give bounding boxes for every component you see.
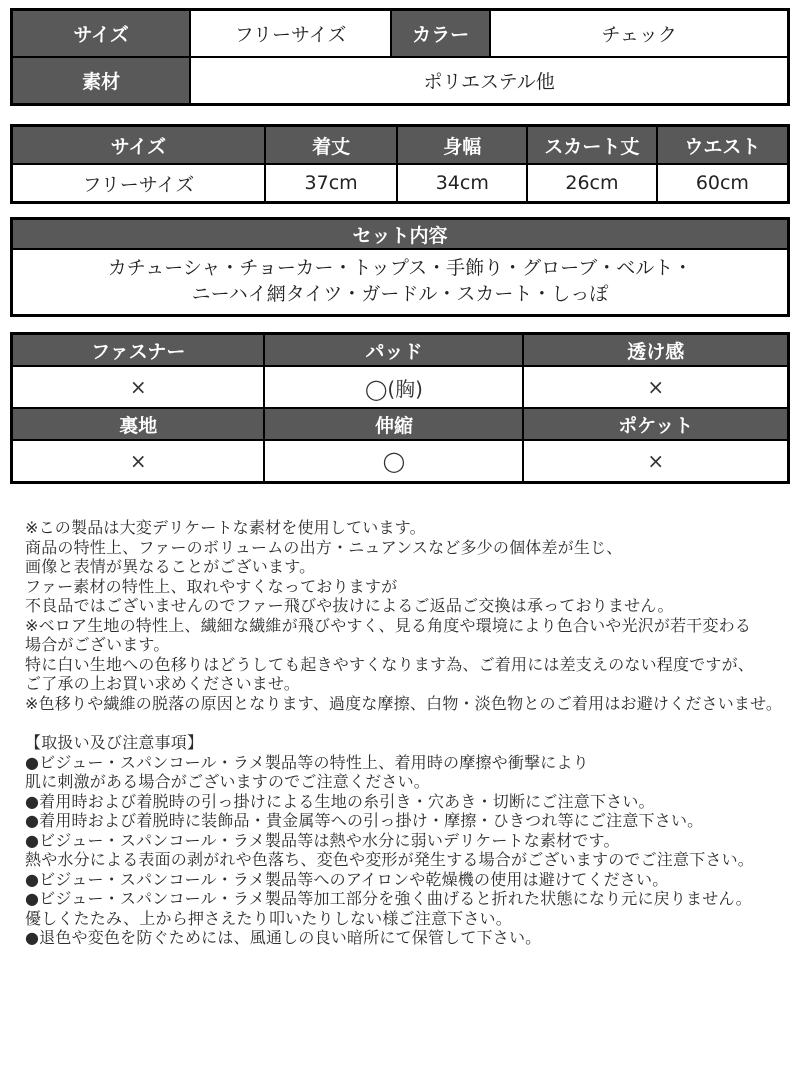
measurements-header-size: サイズ	[12, 126, 265, 165]
measurements-value-waist: 60cm	[657, 164, 789, 203]
pad-label-cell: パッド	[264, 334, 523, 367]
color-value-cell: チェック	[490, 10, 788, 58]
care-note-line: ●着用時および着脱時の引っ掛けによる生地の糸引き・穴あき・切断にご注意下さい。	[25, 791, 655, 811]
lining-label-cell: 裏地	[12, 408, 265, 440]
care-note-line: 熱や水分による表面の剥がれや色落ち、変色や変形が発生する場合がございますのでご注意下さい。	[25, 850, 755, 869]
measurements-value-row	[12, 164, 789, 203]
pocket-value-cell: ×	[523, 440, 788, 483]
care-note-line: ●退色や変色を防ぐためには、風通しの良い暗所にて保管して下さい。	[25, 928, 542, 947]
material-note-line: ご了承の上お買い求めくださいませ。	[25, 674, 300, 693]
features-header-row-1	[12, 334, 789, 367]
measurements-header-waist: ウエスト	[657, 126, 789, 165]
features-header-row-2	[12, 408, 789, 440]
features-table	[10, 332, 790, 484]
set-contents-table	[10, 217, 790, 317]
stretch-value-cell: ◯	[264, 440, 523, 483]
care-note-line: ●ビジュー・スパンコール・ラメ製品等は熱や水分に弱いデリケートな素材です。	[25, 830, 620, 850]
pocket-label-cell: ポケット	[523, 408, 788, 440]
color-label-cell: カラー	[391, 10, 490, 58]
material-note-line: 場合がございます。	[25, 635, 170, 654]
measurements-value-size: フリーサイズ	[12, 164, 265, 203]
set-contents-value-cell	[12, 249, 789, 316]
size-label-cell: サイズ	[12, 10, 191, 58]
measurements-header-row	[12, 126, 789, 165]
pad-value-cell: ◯(胸)	[264, 366, 523, 408]
measurements-value-skirt-length: 26cm	[527, 164, 657, 203]
sheerness-label-cell: 透け感	[523, 334, 788, 367]
set-contents-line-1: カチューシャ・チョーカー・トップス・手飾り・グローブ・ベルト・	[107, 257, 693, 279]
spec-table-row-size-color	[12, 10, 789, 58]
care-note-line: ●ビジュー・スパンコール・ラメ製品等の特性上、着用時の摩擦や衝撃により	[25, 752, 589, 772]
size-value-cell: フリーサイズ	[190, 10, 391, 58]
material-note-line: 画像と表情が異なることがございます。	[25, 557, 316, 576]
fastener-label-cell: ファスナー	[12, 334, 265, 367]
material-note-line: ※ベロア生地の特性上、繊細な繊維が飛びやすく、見る角度や環境により色合いや光沢が若干変わる	[25, 615, 752, 635]
set-contents-header: セット内容	[12, 219, 789, 250]
measurements-value-width: 34cm	[397, 164, 527, 203]
material-note-line: ※この製品は大変デリケートな素材を使用しています。	[25, 518, 426, 537]
features-value-row-2	[12, 440, 789, 483]
material-note-line: 不良品ではございませんのでファー飛びや抜けによるご返品ご交換は承っておりません。	[25, 596, 674, 615]
material-value-cell: ポリエステル他	[190, 57, 788, 105]
care-note-line: 肌に刺激がある場合がございますのでご注意ください。	[25, 772, 431, 791]
measurements-header-width: 身幅	[397, 126, 527, 165]
care-note-line: ●着用時および着脱時に装飾品・貴金属等への引っ掛け・摩擦・ひきつれ等にご注意下さい。	[25, 811, 704, 830]
set-contents-line-2: ニーハイ網タイツ・ガードル・スカート・しっぽ	[191, 283, 609, 305]
fastener-value-cell: ×	[12, 366, 265, 408]
measurements-value-length: 37cm	[265, 164, 398, 203]
material-note-line: ファー素材の特性上、取れやすくなっておりますが	[25, 576, 398, 596]
features-value-row-1	[12, 366, 789, 408]
measurements-header-length: 着丈	[265, 126, 398, 165]
measurements-table	[10, 124, 790, 204]
spec-table	[10, 8, 790, 106]
care-note-line: ●ビジュー・スパンコール・ラメ製品等へのアイロンや乾燥機の使用は避けてください。	[25, 869, 669, 889]
care-note-line: ●ビジュー・スパンコール・ラメ製品等加工部分を強く曲げると折れた状態になり元に戻りません。	[25, 889, 752, 908]
material-label-cell: 素材	[12, 57, 191, 105]
measurements-header-skirt-length: スカート丈	[527, 126, 657, 165]
stretch-label-cell: 伸縮	[264, 408, 523, 440]
material-note-line: 特に白い生地への色移りはどうしても起きやすくなります為、ご着用には差支えのない程度ですが、	[25, 654, 755, 674]
material-note-line: ※色移りや繊維の脱落の原因となります、過度な摩擦、白物・淡色物とのご着用はお避けくださいませ。	[25, 693, 783, 713]
set-contents-value-row	[12, 249, 789, 316]
care-note-line: 優しくたたみ、上から押さえたり叩いたりしない様ご注意下さい。	[25, 908, 512, 928]
material-note-line: 商品の特性上、ファーのボリュームの出方・ニュアンスなど多少の個体差が生じ、	[25, 537, 623, 557]
material-notes	[10, 518, 790, 948]
care-notes-title: 【取扱い及び注意事項】	[25, 733, 204, 752]
sheerness-value-cell: ×	[523, 366, 788, 408]
lining-value-cell: ×	[12, 440, 265, 483]
spec-table-row-material	[12, 57, 789, 105]
set-contents-header-row	[12, 219, 789, 250]
